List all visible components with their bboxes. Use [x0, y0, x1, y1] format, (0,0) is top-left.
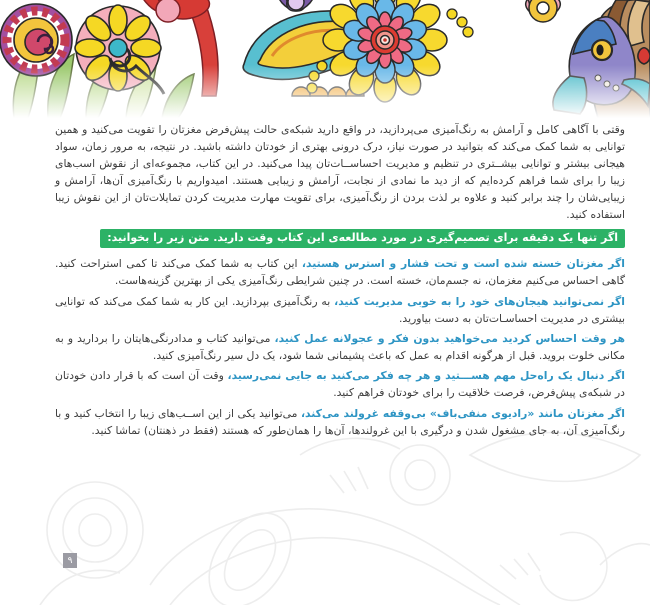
tip-lead: اگر مغزتان مانند «رادیوی منفی‌باف» بی‌وقفه غرولند می‌کند، — [300, 406, 625, 420]
tip-body: می‌توانید کتاب و مدادرنگی‌هایتان را بردارید و به مکانی خلوت بروید. قبل از هرگونه اقدام به عمل که باعث پشیمانی شما شود، یک دل سیر رنگ‌آمیزی کنید. — [55, 332, 625, 362]
tip-lead: اگر دنبال یک راه‌حل مهم هســـتید و هر چه فکر می‌کنید به جایی نمی‌رسید، — [227, 369, 625, 383]
tip-lead: اگر مغزتان خسته شده است و تحت فشار و استرس هستید، — [301, 257, 625, 271]
tip-body: می‌توانید یکی از این اســب‌های زیبا را انتخاب کنید و با رنگ‌آمیزی آن، به جای مشغول شدن و درگیری با این غرولندها، آن‌ها را همان‌طور که هستند (فقط در ذهنتان) تماشا کنید. — [55, 406, 625, 437]
page-number-badge — [63, 553, 77, 568]
tip-lead: هر وقت احساس کردید می‌خواهید بدون فکر و عجولانه عمل کنید، — [274, 332, 626, 346]
page-number: ۹ — [67, 555, 73, 566]
header-illustration — [0, 0, 650, 118]
tip-paragraph — [55, 406, 625, 440]
doodle-art-strip — [0, 0, 650, 118]
tip-paragraph — [55, 294, 625, 328]
background-watermark — [0, 415, 650, 605]
highlight-heading: اگر تنها یک دقیقه برای تصمیم‌گیری در مورد مطالعه‌ی این کتاب وقت دارید. متن زیر را بخوانید: — [100, 229, 625, 248]
tip-paragraph — [55, 368, 625, 402]
main-text-column — [55, 122, 625, 443]
tip-lead: اگر نمی‌توانید هیجان‌های خود را به خوبی مدیریت کنید، — [334, 294, 625, 308]
tip-body: وقت آن است که با قرار دادن خودتان در شبکه‌ی پیش‌فرض، فرصت خلاقیت را برای خودتان فراهم کنید. — [55, 369, 625, 400]
tip-paragraph — [55, 256, 625, 290]
highlight-heading-row — [55, 229, 625, 248]
tips-list — [55, 256, 625, 439]
tip-paragraph — [55, 331, 625, 365]
intro-paragraph: وقتی با آگاهی کامل و آرامش به رنگ‌آمیزی می‌پردازید، در واقع دارید شبکه‌ی حالت پیش‌فرض مغزتان را تقویت می‌کنید و همین توانایی به شما کمک می‌کند که بتوانید در صورت نیاز، درک درونی بهتری از خودتان داشته باشید. در نتیجه، به مرور زمان، سواد هیجانی بیشتر و توانایی بیشــتری در تنظیم و مدیریت احساســات‌تان پیدا می‌کنید. در این کتاب، مجموعه‌ای از نقوش اسب‌های زیبا را برای شما فراهم کرده‌ایم که از دید ما نمادی از نجابت، آرامش و زیبایی هستند. امیدواریم با رنگ‌آمیزی آن‌ها، آرامش و زیبایی‌شان را چند برابر کنید و علاوه بر لذت بردن از رنگ‌آمیزی، برای تقویت مهارت مدیریت کردن تمایلات‌تان از این نقوش زیبا استفاده کنید. — [55, 123, 625, 221]
watermark-doodle — [0, 415, 650, 605]
tip-body: این کتاب به شما کمک می‌کند تا کمی استراحت کنید. گاهی احساس می‌کنیم مغزمان، نه جسم‌مان، خسته است. در چنین شرایطی رنگ‌آمیزی یکی از بهترین گزینه‌هاست. — [55, 257, 625, 288]
tip-body: به رنگ‌آمیزی بپردازید. این کار به شما کمک می‌کند که توانایی بیشتری در مدیریت احساسـات‌تان به دست بیاورید. — [55, 294, 625, 325]
